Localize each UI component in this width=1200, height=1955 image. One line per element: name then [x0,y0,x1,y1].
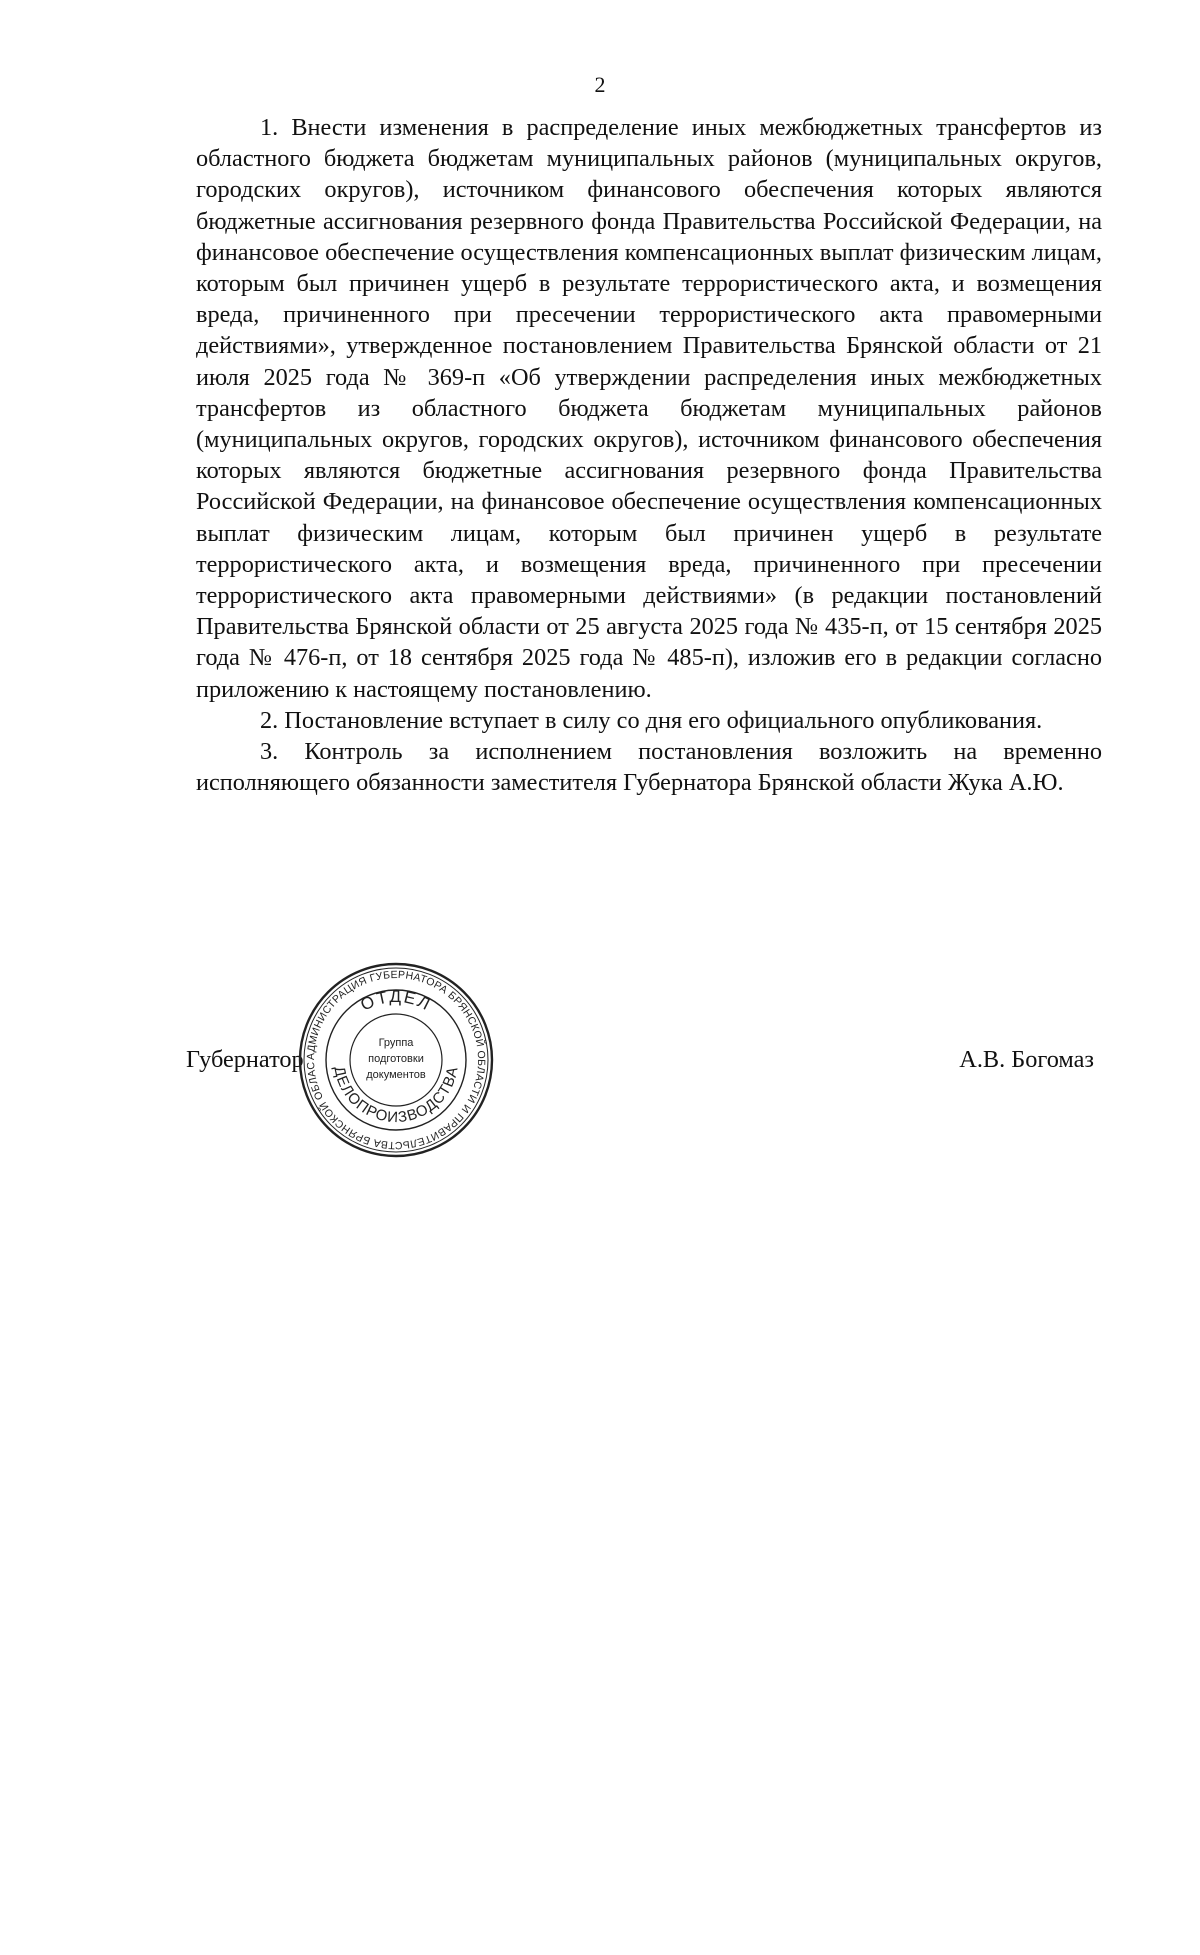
stamp-center-line-1: Группа [378,1037,414,1049]
stamp-center-line-3: документов [366,1069,426,1081]
document-body [196,112,1102,798]
page-number: 2 [594,72,606,97]
stamp-outer-text: АДМИНИСТРАЦИЯ ГУБЕРНАТОРА БРЯНСКОЙ ОБЛАСТИ И ПРАВИТЕЛЬСТВА БРЯНСКОЙ ОБЛАС [304,968,488,1152]
stamp-center-line-2: подготовки [368,1053,424,1065]
signatory-name: А.В. Богомаз [959,1046,1094,1073]
paragraph-1: 1. Внести изменения в распределение иных межбюджетных трансфертов из областного бюджета бюджетам муниципальных районов (муниципальных округов, городских округов), источником финансового обеспечения которых являются бюджетные ассигнования резервного фонда Правительства Российской Федерации, на финансовое обеспечение осуществления компенсационных выплат физическим лицам, которым был причинен ущерб в результате террористического акта, и возмещения вреда, причиненного при пресечении террористического акта правомерными действиями», утвержденное постановлением Правительства Брянской области от 21 июля 2025 года № 369-п «Об утверждении распределения иных межбюджетных трансфертов из областного бюджета бюджетам муниципальных районов (муниципальных округов, городских округов), источником финансового обеспечения которых являются бюджетные ассигнования резервного фонда Правительства Российской Федерации, на финансовое обеспечение осуществления компенсационных выплат физическим лицам, которым был причинен ущерб в результате террористического акта, и возмещения вреда, причиненного при пресечении террористического акта правомерными действиями» (в редакции постановлений Правительства Брянской области от 25 августа 2025 года № 435-п, от 15 сентября 2025 года № 476-п, от 18 сентября 2025 года № 485-п), изложив его в редакции согласно приложению к настоящему постановлению. [196,114,1102,703]
stamp-arc-bottom: ДЕЛОПРОИЗВОДСТВА [330,1064,462,1127]
paragraph-2: 2. Постановление вступает в силу со дня его официального опубликования. [260,706,1043,734]
paragraph-3: 3. Контроль за исполнением постановления возложить на временно исполняющего обязанности заместителя Губернатора Брянской области Жука А.Ю. [196,738,1102,797]
signatory-title: Губернатор [186,1046,304,1073]
official-stamp [296,960,496,1160]
stamp-seal-graphic [296,960,496,1160]
stamp-arc-top: ОТДЕЛ [357,986,435,1015]
svg-text:ОТДЕЛ [358,987,435,1015]
